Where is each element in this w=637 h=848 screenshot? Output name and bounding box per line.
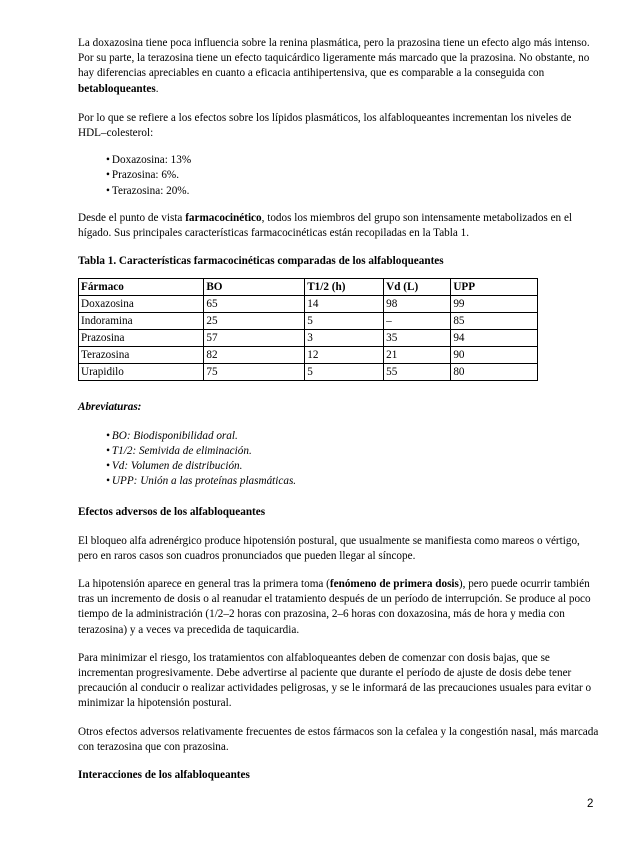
paragraph-minimize-risk: Para minimizar el riesgo, los tratamientos con alfabloqueantes deben de comenzar con dosis bajas, que se incrementan progresivamente. Debe advertirse al paciente que durante el período de ajuste de dosis debe tener precaución al conducir o realizar actividades peligrosas, y se le informará de las precauciones usuales para evitar o minimizar la hipotensión postural. bbox=[78, 651, 592, 710]
hdl-list bbox=[78, 153, 602, 199]
table-cell: 82 bbox=[204, 347, 305, 364]
list-item: • Doxazosina: 13% bbox=[106, 153, 602, 168]
table-cell: 99 bbox=[451, 296, 538, 313]
abbreviations-title: Abreviaturas: bbox=[78, 401, 142, 414]
table-cell: Terazosina bbox=[79, 347, 204, 364]
paragraph-postural-hypotension: El bloqueo alfa adrenérgico produce hipotensión postural, que usualmente se manifiesta como mareos o vértigo, pero en raros casos son cuadros pronunciados que pueden llegar al síncope. bbox=[78, 534, 580, 562]
table-cell: 3 bbox=[305, 330, 384, 347]
table-cell: 14 bbox=[305, 296, 384, 313]
list-item: • T1/2: Semivida de eliminación. bbox=[106, 444, 602, 459]
table-cell: 5 bbox=[305, 313, 384, 330]
table-cell: 25 bbox=[204, 313, 305, 330]
table-cell: 85 bbox=[451, 313, 538, 330]
list-item: • UPP: Unión a las proteínas plasmáticas. bbox=[106, 474, 602, 489]
table-cell: Indoramina bbox=[79, 313, 204, 330]
table-row bbox=[79, 330, 538, 347]
table-cell: 94 bbox=[451, 330, 538, 347]
list-item: • BO: Biodisponibilidad oral. bbox=[106, 429, 602, 444]
table-title: Tabla 1. Características farmacocinéticas comparadas de los alfabloqueantes bbox=[78, 255, 444, 268]
table-cell: 55 bbox=[384, 364, 451, 381]
table-row bbox=[79, 313, 538, 330]
paragraph-lipids: Por lo que se refiere a los efectos sobre los lípidos plasmáticos, los alfabloqueantes incrementan los niveles de HDL–colesterol: bbox=[78, 111, 572, 140]
table-row bbox=[79, 364, 538, 381]
paragraph-renin: La doxazosina tiene poca influencia sobre la renina plasmática, pero la prazosina tiene un efecto algo más intenso. Por su parte, la terazosina tiene un efecto taquicárdico ligeramente más marcado que la prazosina. No obstante, no hay diferencias apreciables en cuanto a eficacia antihipertensiva, que es comparable a la conseguida con betabloqueantes. bbox=[78, 37, 590, 95]
table-cell: 5 bbox=[305, 364, 384, 381]
table-cell: 80 bbox=[451, 364, 538, 381]
paragraph-other-effects: Otros efectos adversos relativamente frecuentes de estos fármacos son la cefalea y la congestión nasal, más marcada con terazosina que con prazosina. bbox=[78, 725, 599, 753]
table-cell: 35 bbox=[384, 330, 451, 347]
table-cell: 57 bbox=[204, 330, 305, 347]
table-row bbox=[79, 347, 538, 364]
page-number: 2 bbox=[587, 798, 594, 810]
paragraph-pharmacokinetics: Desde el punto de vista farmacocinético, todos los miembros del grupo son intensamente metabolizados en el hígado. Sus principales características farmacocinéticas están recopiladas en la Tabla 1. bbox=[78, 211, 573, 240]
table-row bbox=[79, 296, 538, 313]
column-header: T1/2 (h) bbox=[305, 279, 384, 296]
table-cell: Prazosina bbox=[79, 330, 204, 347]
section-heading-adverse-effects: Efectos adversos de los alfabloqueantes bbox=[78, 506, 266, 519]
table-cell: 21 bbox=[384, 347, 451, 364]
table-cell: 65 bbox=[204, 296, 305, 313]
column-header: UPP bbox=[451, 279, 538, 296]
table-cell: Urapidilo bbox=[79, 364, 204, 381]
table-cell: – bbox=[384, 313, 451, 330]
list-item: • Prazosina: 6%. bbox=[106, 168, 602, 183]
table-cell: Doxazosina bbox=[79, 296, 204, 313]
table-header-row bbox=[79, 279, 538, 296]
column-header: Fármaco bbox=[79, 279, 204, 296]
document-page bbox=[78, 36, 602, 796]
table-cell: 12 bbox=[305, 347, 384, 364]
paragraph-first-dose: La hipotensión aparece en general tras la primera toma (fenómeno de primera dosis), pero puede ocurrir también tras un incremento de dosis o al reanudar el tratamiento después de un período de interrupción. Se produce al poco tiempo de la administración (1/2–2 horas con prazosina, 2–6 horas con doxazosina, más de hora y media con terazosina) y a veces va precedida de taquicardia. bbox=[78, 578, 591, 636]
column-header: Vd (L) bbox=[384, 279, 451, 296]
list-item: • Terazosina: 20%. bbox=[106, 184, 602, 199]
table-cell: 75 bbox=[204, 364, 305, 381]
table-cell: 98 bbox=[384, 296, 451, 313]
section-heading-interactions: Interacciones de los alfabloqueantes bbox=[78, 769, 250, 782]
table-cell: 90 bbox=[451, 347, 538, 364]
list-item: • Vd: Volumen de distribución. bbox=[106, 459, 602, 474]
column-header: BO bbox=[204, 279, 305, 296]
pharmacokinetics-table bbox=[78, 278, 538, 381]
abbreviations-list bbox=[78, 429, 602, 490]
